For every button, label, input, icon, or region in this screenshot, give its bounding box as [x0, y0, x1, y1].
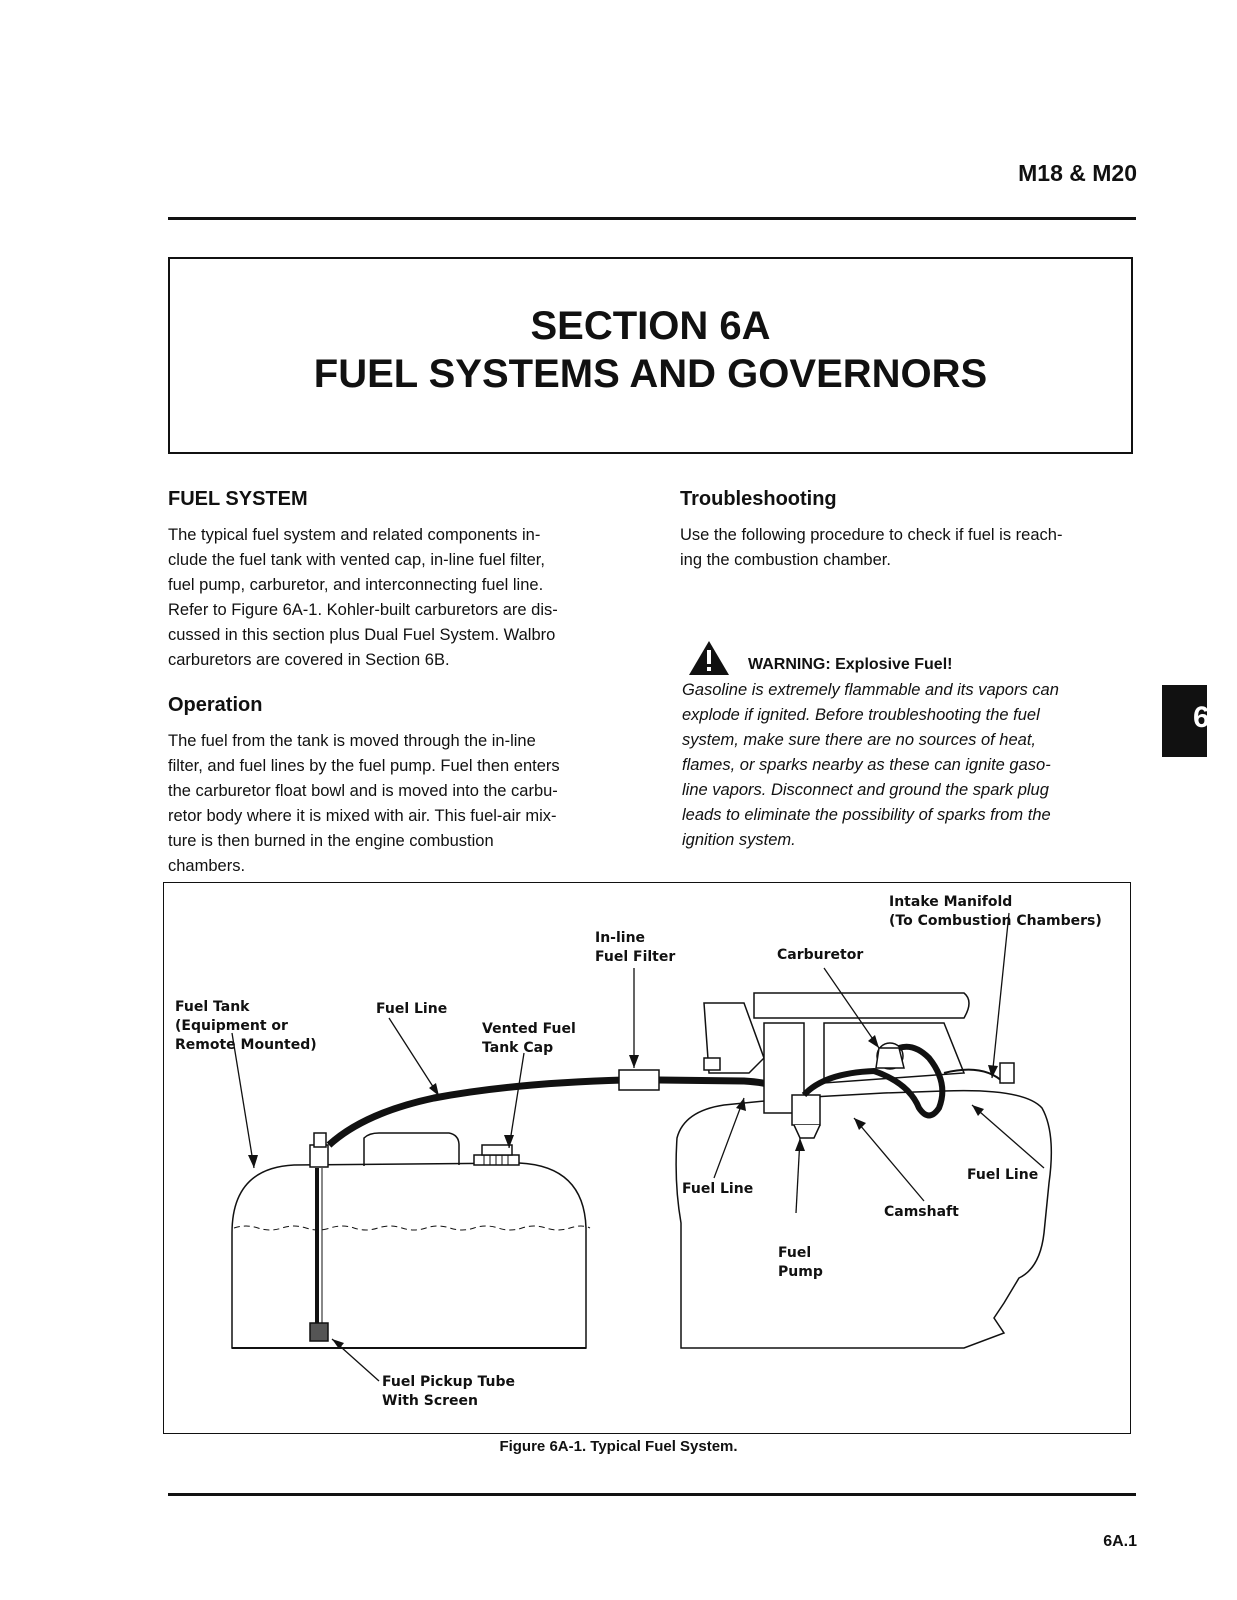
label-line: Fuel Line [682, 1181, 754, 1197]
label-line: (To Combustion Chambers) [889, 913, 1102, 929]
warning-line: ignition system. [682, 831, 796, 849]
fuel-system-section [168, 488, 623, 673]
label-line: Tank Cap [482, 1040, 554, 1056]
warning-block [682, 640, 1128, 853]
section-title-box [168, 257, 1133, 454]
troubleshooting-section [680, 488, 1130, 573]
warning-line: Gasoline is extremely flammable and its vapors can [682, 681, 1059, 699]
label-line: Intake Manifold [889, 894, 1013, 910]
body-line: cussed in this section plus Dual Fuel System. Walbro [168, 626, 556, 644]
label-intake-manifold [889, 893, 1102, 931]
figure-caption: Figure 6A-1. Typical Fuel System. [499, 1438, 738, 1455]
troubleshooting-heading: Troubleshooting [680, 488, 837, 510]
label-fuel-line-top [376, 1000, 447, 1019]
body-line: ing the combustion chamber. [680, 551, 891, 569]
warning-line: line vapors. Disconnect and ground the spark plug [682, 781, 1049, 799]
section-title: FUEL SYSTEMS AND GOVERNORS [313, 352, 988, 396]
section-tab-label: 6 [1193, 701, 1210, 734]
label-line: Fuel Pickup Tube [382, 1374, 516, 1390]
body-line: chambers. [168, 857, 246, 875]
operation-section [168, 694, 623, 879]
label-line: Fuel Line [967, 1167, 1039, 1183]
body-line: retor body where it is mixed with air. This fuel-air mix- [168, 807, 557, 825]
label-line: Camshaft [884, 1204, 959, 1220]
label-line: Pump [778, 1264, 823, 1280]
label-vented-cap [482, 1020, 576, 1058]
label-line: Remote Mounted) [175, 1037, 317, 1053]
figure-frame [163, 882, 1131, 1434]
warning-line: leads to eliminate the possibility of sparks from the [682, 806, 1051, 824]
page-number: 6A.1 [1103, 1533, 1137, 1550]
label-line: Fuel [778, 1245, 812, 1261]
fuel-system-heading: FUEL SYSTEM [168, 488, 308, 510]
body-line: The fuel from the tank is moved through the in-line [168, 732, 536, 750]
label-line: Fuel Filter [595, 949, 676, 965]
label-fuel-tank [175, 998, 317, 1055]
body-line: clude the fuel tank with vented cap, in-line fuel filter, [168, 551, 545, 569]
operation-heading: Operation [168, 694, 263, 716]
label-pickup-tube [382, 1373, 515, 1411]
label-fuel-pump [778, 1244, 823, 1282]
label-line: Carburetor [777, 947, 864, 963]
body-line: ture is then burned in the engine combustion [168, 832, 494, 850]
warning-title: WARNING: Explosive Fuel! [748, 656, 953, 673]
warning-line: system, make sure there are no sources of heat, [682, 731, 1037, 749]
label-line: Vented Fuel [482, 1021, 576, 1037]
warning-triangle-icon [688, 640, 730, 676]
label-line: (Equipment or [175, 1018, 288, 1034]
label-fuel-line-right [967, 1166, 1038, 1185]
label-inline-filter [595, 929, 675, 967]
label-line: With Screen [382, 1393, 479, 1409]
body-line: Use the following procedure to check if fuel is reach- [680, 526, 1063, 544]
bottom-rule [168, 1493, 1136, 1496]
body-line: carburetors are covered in Section 6B. [168, 651, 450, 669]
warning-line: explode if ignited. Before troubleshooting the fuel [682, 706, 1040, 724]
section-tab [1162, 685, 1210, 757]
body-line: Refer to Figure 6A-1. Kohler-built carburetors are dis- [168, 601, 558, 619]
warning-line: flames, or sparks nearby as these can ignite gaso- [682, 756, 1051, 774]
top-rule [168, 217, 1136, 220]
label-carburetor [777, 946, 863, 965]
fuel-tank-shape [232, 1133, 590, 1348]
body-line: The typical fuel system and related components in- [168, 526, 541, 544]
label-line: In-line [595, 930, 646, 946]
body-line: filter, and fuel lines by the fuel pump. Fuel then enters [168, 757, 560, 775]
section-number: SECTION 6A [530, 304, 771, 348]
model-header: M18 & M20 [1018, 160, 1137, 186]
label-line: Fuel Line [376, 1001, 448, 1017]
label-line: Fuel Tank [175, 999, 250, 1015]
label-camshaft [884, 1203, 959, 1222]
body-line: fuel pump, carburetor, and interconnecting fuel line. [168, 576, 544, 594]
label-fuel-line-engine [682, 1180, 753, 1199]
body-line: the carburetor float bowl and is moved into the carbu- [168, 782, 558, 800]
